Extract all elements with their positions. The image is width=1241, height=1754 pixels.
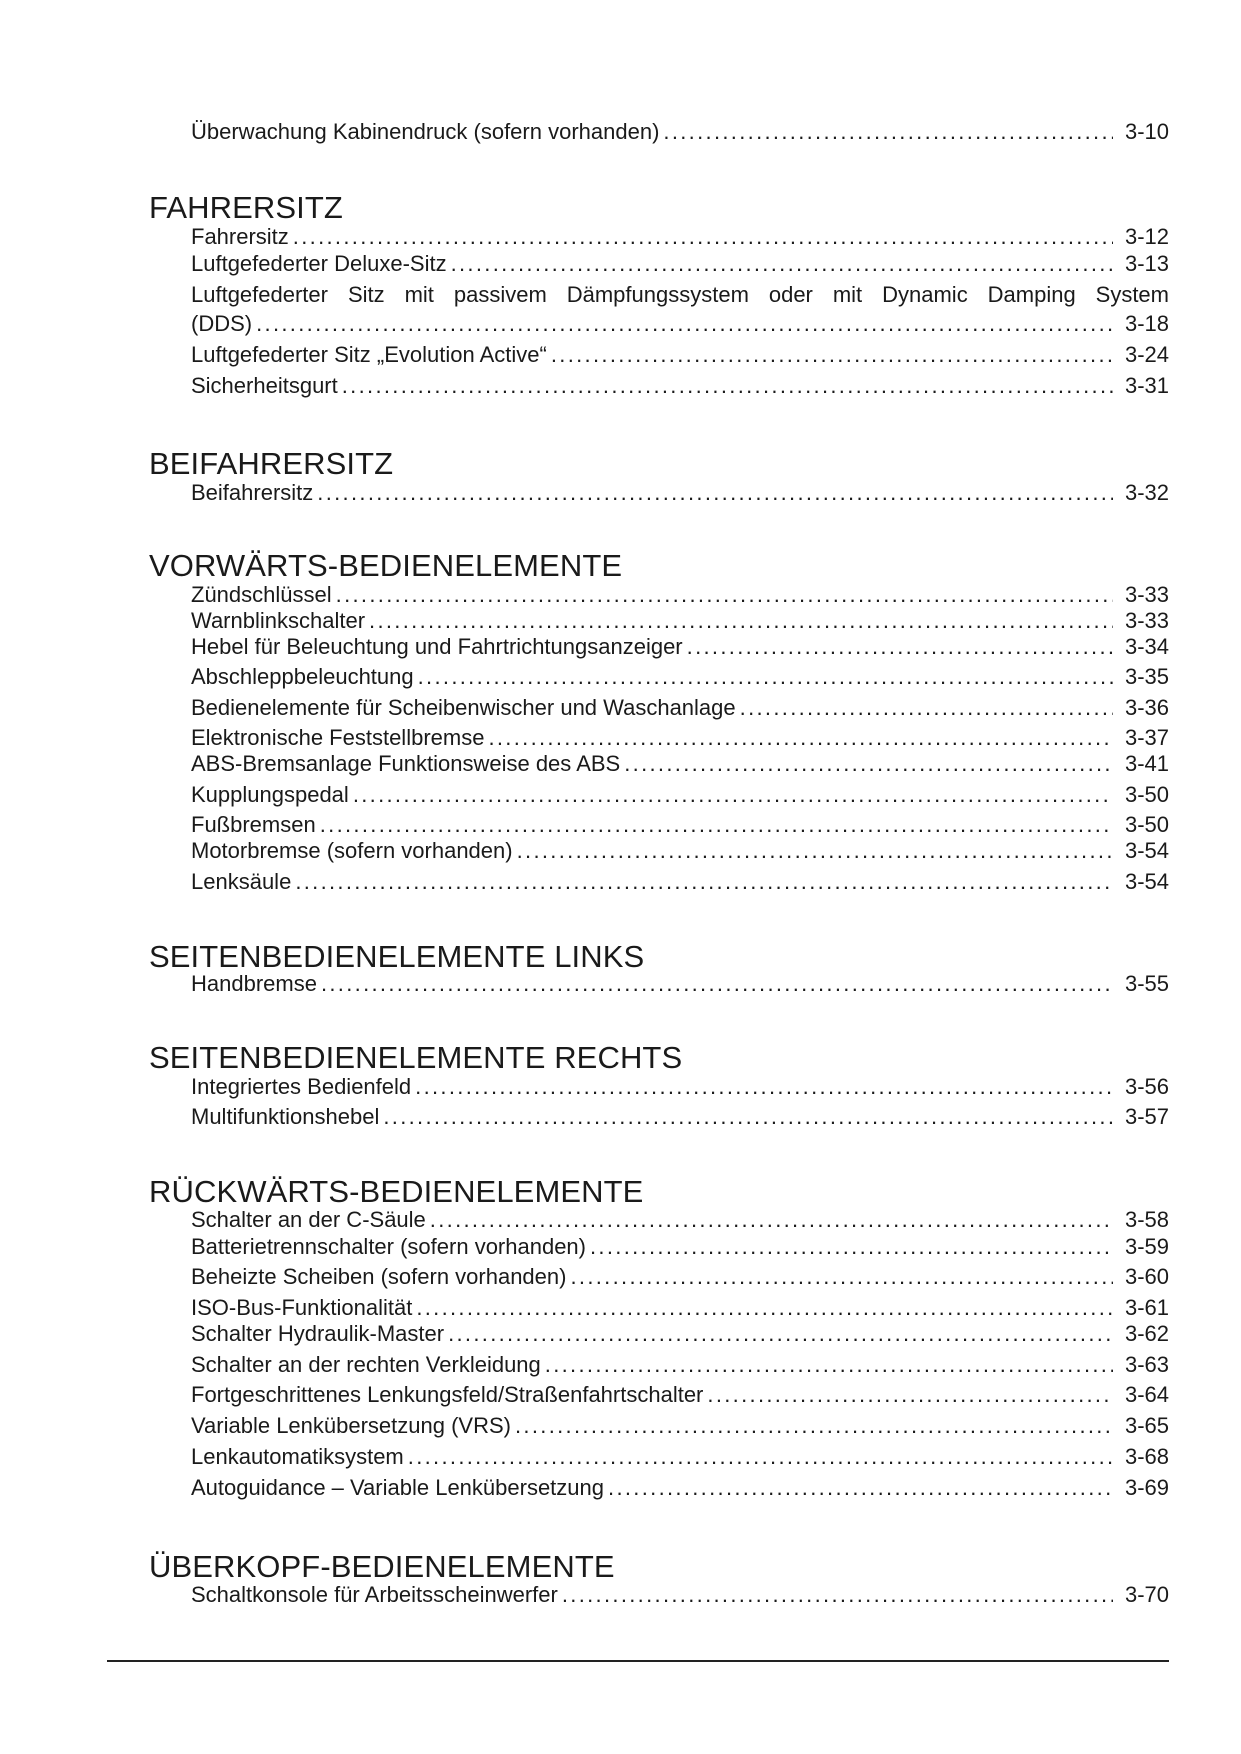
toc-entry[interactable]	[191, 372, 1169, 400]
toc-entry[interactable]	[191, 633, 1169, 661]
toc-entry-page: 3-54	[1124, 838, 1169, 863]
section-heading-rueckwaerts: RÜCKWÄRTS-BEDIENELEMENTE	[149, 1174, 644, 1209]
toc-entry-text: ABS-Bremsanlage Funktionsweise des ABS	[191, 751, 621, 776]
section-heading-fahrersitz: FAHRERSITZ	[149, 190, 343, 225]
leader-dots	[415, 1073, 1113, 1101]
leader-dots	[353, 781, 1113, 809]
toc-entry-text: (DDS)	[191, 311, 253, 336]
toc-entry-cabin-pressure[interactable]	[191, 118, 1169, 146]
toc-entry-text: Multifunktionshebel	[191, 1104, 380, 1129]
toc-entry-page: 3-55	[1124, 971, 1169, 996]
toc-entry-page: 3-34	[1124, 634, 1169, 659]
toc-entry-page: 3-32	[1124, 480, 1169, 505]
toc-entry-text: Schalter an der C-Säule	[191, 1207, 426, 1232]
toc-entry-text: Fortgeschrittenes Lenkungsfeld/Straßenfahrtschalter	[191, 1382, 704, 1407]
toc-entry-text: Zündschlüssel	[191, 582, 332, 607]
leader-dots	[590, 1233, 1113, 1261]
toc-entry-page: 3-59	[1124, 1234, 1169, 1259]
toc-entry-page: 3-60	[1124, 1264, 1169, 1289]
toc-entry[interactable]	[191, 781, 1169, 809]
toc-entry-text: Abschleppbeleuchtung	[191, 664, 414, 689]
toc-entry[interactable]	[191, 310, 1169, 338]
toc-entry[interactable]	[191, 811, 1169, 839]
leader-dots	[608, 1474, 1113, 1502]
toc-entry-page: 3-69	[1124, 1475, 1169, 1500]
leader-dots	[624, 750, 1113, 778]
toc-entry[interactable]	[191, 223, 1169, 251]
toc-entry-text: Handbremse	[191, 971, 317, 996]
leader-dots	[369, 607, 1113, 635]
toc-entry[interactable]	[191, 1412, 1169, 1440]
toc-entry-text: Überwachung Kabinendruck (sofern vorhanden)	[191, 119, 660, 144]
toc-entry[interactable]	[191, 724, 1169, 752]
toc-entry-text: Batterietrennschalter (sofern vorhanden)	[191, 1234, 586, 1259]
footer-rule	[107, 1660, 1169, 1662]
toc-entry-page: 3-62	[1124, 1321, 1169, 1346]
toc-entry-text: Kupplungspedal	[191, 782, 349, 807]
toc-entry[interactable]	[191, 1320, 1169, 1348]
toc-entry-page: 3-36	[1124, 695, 1169, 720]
toc-entry[interactable]	[191, 1103, 1169, 1131]
leader-dots	[687, 633, 1113, 661]
leader-dots	[295, 868, 1113, 896]
toc-entry[interactable]	[191, 663, 1169, 691]
section-heading-vorwaerts: VORWÄRTS-BEDIENELEMENTE	[149, 548, 623, 583]
leader-dots	[517, 837, 1113, 865]
toc-entry-page: 3-10	[1124, 119, 1169, 144]
leader-dots	[562, 1581, 1113, 1609]
toc-entry-page: 3-63	[1124, 1352, 1169, 1377]
leader-dots	[570, 1263, 1113, 1291]
toc-entry-page: 3-65	[1124, 1413, 1169, 1438]
section-heading-seiten-links: SEITENBEDIENELEMENTE LINKS	[149, 939, 645, 974]
toc-entry-page: 3-41	[1124, 751, 1169, 776]
toc-entry-page: 3-18	[1124, 311, 1169, 336]
toc-entry-text: Beifahrersitz	[191, 480, 314, 505]
toc-entry-text: Schaltkonsole für Arbeitsscheinwerfer	[191, 1582, 558, 1607]
toc-entry-text: Luftgefederter Sitz „Evolution Active“	[191, 342, 547, 367]
leader-dots	[383, 1103, 1113, 1131]
toc-entry[interactable]	[191, 837, 1169, 865]
toc-entry-page: 3-58	[1124, 1207, 1169, 1232]
toc-entry-text: Elektronische Feststellbremse	[191, 725, 485, 750]
toc-entry-text: Luftgefederter Deluxe-Sitz	[191, 251, 447, 276]
toc-entry[interactable]	[191, 1263, 1169, 1291]
toc-entry-text: Variable Lenkübersetzung (VRS)	[191, 1413, 511, 1438]
leader-dots	[317, 479, 1113, 507]
toc-entry[interactable]	[191, 341, 1169, 369]
toc-entry[interactable]	[191, 607, 1169, 635]
toc-entry-page: 3-50	[1124, 812, 1169, 837]
toc-entry[interactable]	[191, 1233, 1169, 1261]
leader-dots	[416, 1294, 1113, 1322]
toc-entry[interactable]	[191, 1294, 1169, 1322]
leader-dots	[320, 811, 1113, 839]
toc-entry-text: Bedienelemente für Scheibenwischer und Waschanlage	[191, 695, 736, 720]
toc-entry-page: 3-12	[1124, 224, 1169, 249]
toc-entry-page: 3-33	[1124, 608, 1169, 633]
toc-entry[interactable]	[191, 1443, 1169, 1471]
toc-entry-page: 3-68	[1124, 1444, 1169, 1469]
toc-entry[interactable]	[191, 250, 1169, 278]
toc-entry[interactable]	[191, 868, 1169, 896]
toc-entry-page: 3-50	[1124, 782, 1169, 807]
leader-dots	[448, 1320, 1113, 1348]
toc-entry-page: 3-57	[1124, 1104, 1169, 1129]
toc-entry-page: 3-13	[1124, 251, 1169, 276]
toc-entry-text: Autoguidance – Variable Lenkübersetzung	[191, 1475, 605, 1500]
leader-dots	[418, 663, 1113, 691]
toc-entry[interactable]	[191, 1381, 1169, 1409]
toc-entry-text: Warnblinkschalter	[191, 608, 366, 633]
toc-entry-text: Motorbremse (sofern vorhanden)	[191, 838, 513, 863]
leader-dots	[293, 223, 1113, 251]
toc-entry-text: Lenkautomatiksystem	[191, 1444, 404, 1469]
leader-dots	[408, 1443, 1113, 1471]
toc-entry-page: 3-64	[1124, 1382, 1169, 1407]
toc-entry-text: Lenksäule	[191, 869, 292, 894]
leader-dots	[545, 1351, 1113, 1379]
leader-dots	[256, 310, 1113, 338]
leader-dots	[488, 724, 1113, 752]
toc-entry-page: 3-61	[1124, 1295, 1169, 1320]
toc-entry-line1[interactable]: Luftgefederter Sitz mit passivem Dämpfungssystem oder mit Dynamic Damping System	[191, 282, 1169, 307]
leader-dots	[551, 341, 1113, 369]
toc-entry-page: 3-35	[1124, 664, 1169, 689]
toc-entry[interactable]	[191, 970, 1169, 998]
leader-dots	[342, 372, 1113, 400]
toc-entry-page: 3-54	[1124, 869, 1169, 894]
section-heading-seiten-rechts: SEITENBEDIENELEMENTE RECHTS	[149, 1040, 683, 1075]
toc-entry-text: Beheizte Scheiben (sofern vorhanden)	[191, 1264, 567, 1289]
toc-entry-text: Schalter an der rechten Verkleidung	[191, 1352, 541, 1377]
toc-entry[interactable]	[191, 1474, 1169, 1502]
toc-entry-page: 3-70	[1124, 1582, 1169, 1607]
leader-dots	[430, 1206, 1113, 1234]
toc-entry-page: 3-33	[1124, 582, 1169, 607]
leader-dots	[663, 118, 1113, 146]
toc-entry-text: Sicherheitsgurt	[191, 373, 338, 398]
leader-dots	[515, 1412, 1113, 1440]
toc-entry[interactable]	[191, 479, 1169, 507]
leader-dots	[740, 694, 1113, 722]
toc-entry-text: Integriertes Bedienfeld	[191, 1074, 412, 1099]
toc-entry-text: Hebel für Beleuchtung und Fahrtrichtungsanzeiger	[191, 634, 683, 659]
toc-entry[interactable]	[191, 581, 1169, 609]
toc-entry[interactable]	[191, 1206, 1169, 1234]
leader-dots	[707, 1381, 1113, 1409]
section-heading-ueberkopf: ÜBERKOPF-BEDIENELEMENTE	[149, 1549, 615, 1584]
toc-entry-text: Schalter Hydraulik-Master	[191, 1321, 445, 1346]
toc-entry[interactable]	[191, 1351, 1169, 1379]
toc-entry-text: Fußbremsen	[191, 812, 316, 837]
section-heading-beifahrersitz: BEIFAHRERSITZ	[149, 446, 394, 481]
toc-entry-page: 3-56	[1124, 1074, 1169, 1099]
toc-entry-page: 3-37	[1124, 725, 1169, 750]
toc-entry[interactable]	[191, 750, 1169, 778]
leader-dots	[321, 970, 1113, 998]
toc-entry-text: ISO-Bus-Funktionalität	[191, 1295, 413, 1320]
toc-entry[interactable]	[191, 694, 1169, 722]
toc-entry-page: 3-24	[1124, 342, 1169, 367]
leader-dots	[336, 581, 1113, 609]
toc-entry[interactable]	[191, 1581, 1169, 1609]
leader-dots	[451, 250, 1113, 278]
toc-entry-text: Fahrersitz	[191, 224, 289, 249]
toc-entry-page: 3-31	[1124, 373, 1169, 398]
toc-entry[interactable]	[191, 1073, 1169, 1101]
